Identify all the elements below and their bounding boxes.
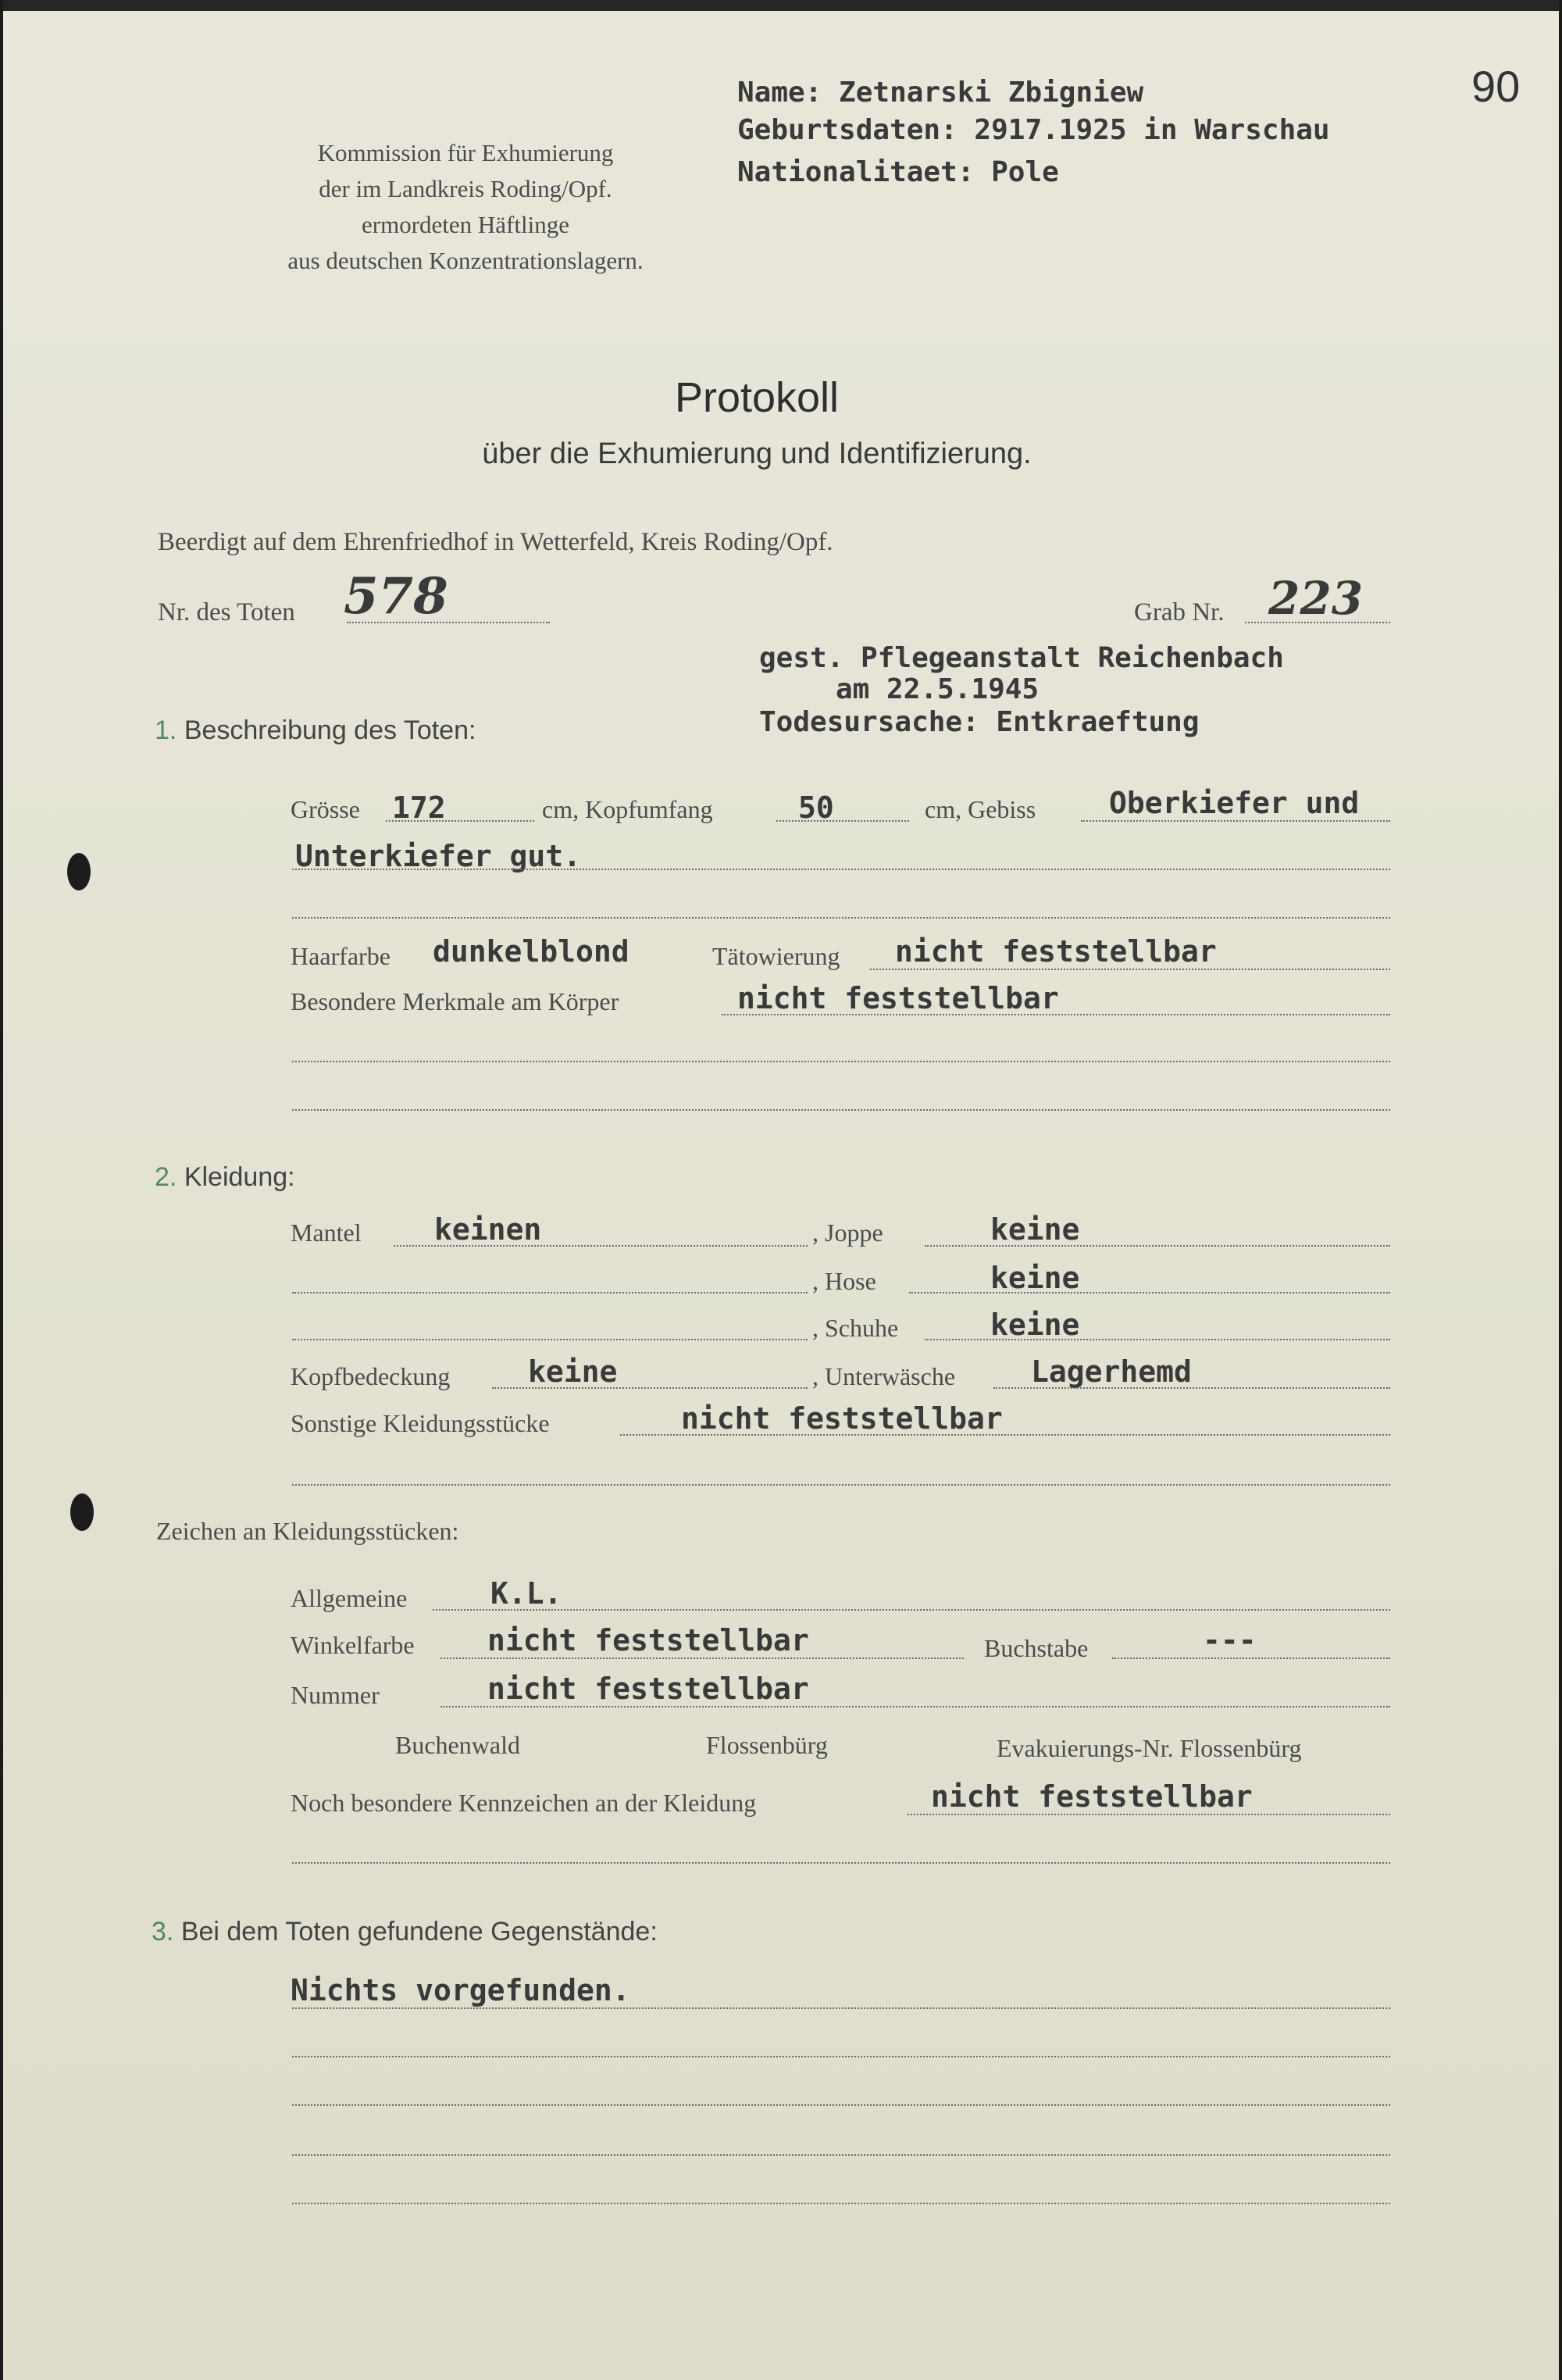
- commission-line-1: Kommission für Exhumierung: [317, 139, 614, 166]
- page-title: Protokoll: [674, 374, 840, 421]
- scan-edge: [3, 0, 1559, 11]
- nummer-label: Nummer: [291, 1681, 380, 1709]
- section3-line-3: [292, 2104, 1390, 2106]
- section3-line-2: [292, 2056, 1390, 2057]
- mantel-label: Mantel: [291, 1219, 362, 1247]
- cm-kopfumfang-label: cm, Kopfumfang: [542, 795, 713, 823]
- grab-label: Grab Nr.: [1134, 598, 1225, 626]
- unterwaesche-value: Lagerhemd: [1031, 1354, 1192, 1389]
- groesse-line: [386, 820, 534, 822]
- section2-heading: [155, 1162, 295, 1193]
- col-evakuierung: Evakuierungs-Nr. Flossenbürg: [997, 1734, 1302, 1762]
- section1-heading: [155, 715, 476, 746]
- kopfumfang-line: [776, 820, 909, 822]
- hose-value: keine: [990, 1261, 1080, 1295]
- unterwaesche-label: , Unterwäsche: [812, 1362, 956, 1390]
- schuhe-line: [925, 1339, 1390, 1340]
- section2-number: 2.: [155, 1162, 177, 1192]
- kopfbedeckung-label: Kopfbedeckung: [291, 1362, 451, 1390]
- birth-line: Geburtsdaten: 2917.1925 in Warschau: [737, 114, 1330, 146]
- unterwaesche-line: [993, 1387, 1390, 1389]
- blank-line-2: [292, 1061, 1390, 1062]
- schuhe-label: , Schuhe: [812, 1314, 899, 1342]
- winkelfarbe-label: Winkelfarbe: [291, 1631, 415, 1659]
- sonstige-line: [620, 1434, 1390, 1436]
- haarfarbe-value: dunkelblond: [433, 934, 629, 969]
- section3-number: 3.: [152, 1917, 174, 1946]
- punch-hole-bottom: [70, 1493, 94, 1531]
- grab-value: 223: [1268, 572, 1364, 625]
- section1-number: 1.: [155, 715, 177, 745]
- death-place: gest. Pflegeanstalt Reichenbach: [759, 642, 1284, 674]
- kopfbedeckung-value: keine: [528, 1354, 618, 1389]
- zeichen-title: Zeichen an Kleidungsstücken:: [156, 1517, 459, 1545]
- merkmale-line: [722, 1014, 1390, 1015]
- noch-label: Noch besondere Kennzeichen an der Kleidung: [291, 1789, 757, 1817]
- winkelfarbe-line: [440, 1657, 964, 1659]
- allgemeine-line: [433, 1609, 1390, 1611]
- commission-line-3: ermordeten Häftlinge: [362, 211, 569, 238]
- blank-line-3: [292, 1109, 1390, 1111]
- buchstabe-label: Buchstabe: [984, 1634, 1089, 1662]
- section3-line-4: [292, 2154, 1390, 2156]
- blank-line-1: [292, 917, 1390, 919]
- haarfarbe-label: Haarfarbe: [291, 942, 390, 970]
- gebiss-line: [1081, 820, 1390, 822]
- sonstige-label: Sonstige Kleidungsstücke: [291, 1409, 550, 1437]
- allgemeine-label: Allgemeine: [291, 1584, 408, 1612]
- mantel-value: keinen: [434, 1212, 542, 1247]
- allgemeine-value: K.L.: [490, 1576, 562, 1611]
- taetowierung-value: nicht feststellbar: [895, 934, 1217, 969]
- nummer-line: [440, 1706, 1390, 1707]
- hose-left-line: [292, 1292, 808, 1293]
- noch-value: nicht feststellbar: [931, 1779, 1253, 1814]
- groesse-label: Grösse: [291, 795, 360, 823]
- death-date: am 22.5.1945: [836, 673, 1040, 705]
- noch-line: [908, 1814, 1390, 1815]
- kopfbedeckung-line: [492, 1387, 808, 1389]
- winkelfarbe-value: nicht feststellbar: [487, 1623, 809, 1657]
- col-flossenbuerg: Flossenbürg: [706, 1731, 828, 1759]
- section3-value: Nichts vorgefunden.: [291, 1973, 630, 2007]
- blank-line-5: [292, 1862, 1390, 1864]
- nr-value: 578: [344, 567, 448, 626]
- burial-line: Beerdigt auf dem Ehrenfriedhof in Wetterfeld, Kreis Roding/Opf.: [158, 528, 833, 556]
- page-subtitle: über die Exhumierung und Identifizierung.: [482, 437, 1032, 470]
- kopfumfang-value: 50: [798, 790, 834, 825]
- buchstabe-line: [1112, 1657, 1390, 1659]
- page-number: 90: [1471, 62, 1521, 111]
- mantel-line: [394, 1245, 808, 1247]
- section1-title: Beschreibung des Toten:: [184, 715, 476, 745]
- joppe-line: [925, 1245, 1390, 1247]
- taetowierung-label: Tätowierung: [712, 942, 840, 970]
- gebiss-line-2: [292, 869, 1390, 870]
- cm-gebiss-label: cm, Gebiss: [925, 795, 1036, 823]
- section2-title: Kleidung:: [184, 1162, 295, 1192]
- groesse-value: 172: [392, 790, 446, 825]
- nationality-line: Nationalitaet: Pole: [737, 156, 1059, 188]
- section3-title: Bei dem Toten gefundene Gegenstände:: [180, 1917, 658, 1946]
- schuhe-value: keine: [990, 1308, 1080, 1342]
- commission-line-2: der im Landkreis Roding/Opf.: [319, 175, 612, 202]
- commission-line-4: aus deutschen Konzentrationslagern.: [287, 247, 644, 274]
- section3-line-5: [292, 2203, 1390, 2204]
- taetowierung-line: [870, 969, 1390, 970]
- gebiss-value: Oberkiefer und: [1109, 786, 1360, 820]
- sonstige-value: nicht feststellbar: [681, 1401, 1003, 1436]
- joppe-label: , Joppe: [812, 1219, 883, 1247]
- col-buchenwald: Buchenwald: [395, 1731, 520, 1759]
- cause-of-death: Todesursache: Entkraeftung: [759, 706, 1200, 738]
- blank-line-4: [292, 1484, 1390, 1486]
- name-line: Name: Zetnarski Zbigniew: [737, 77, 1144, 109]
- hose-line: [909, 1292, 1390, 1293]
- merkmale-label: Besondere Merkmale am Körper: [291, 987, 619, 1015]
- document-page: [3, 0, 1559, 2380]
- punch-hole-top: [67, 853, 91, 890]
- nr-label: Nr. des Toten: [158, 598, 295, 626]
- section3-line-1: [292, 2007, 1390, 2009]
- merkmale-value: nicht feststellbar: [737, 981, 1059, 1015]
- nummer-value: nicht feststellbar: [487, 1672, 809, 1706]
- hose-label: , Hose: [812, 1267, 876, 1295]
- section3-heading: [152, 1917, 658, 1947]
- buchstabe-value: ---: [1203, 1623, 1257, 1657]
- joppe-value: keine: [990, 1212, 1080, 1247]
- schuhe-left-line: [292, 1339, 808, 1340]
- gebiss-continued: Unterkiefer gut.: [295, 839, 582, 873]
